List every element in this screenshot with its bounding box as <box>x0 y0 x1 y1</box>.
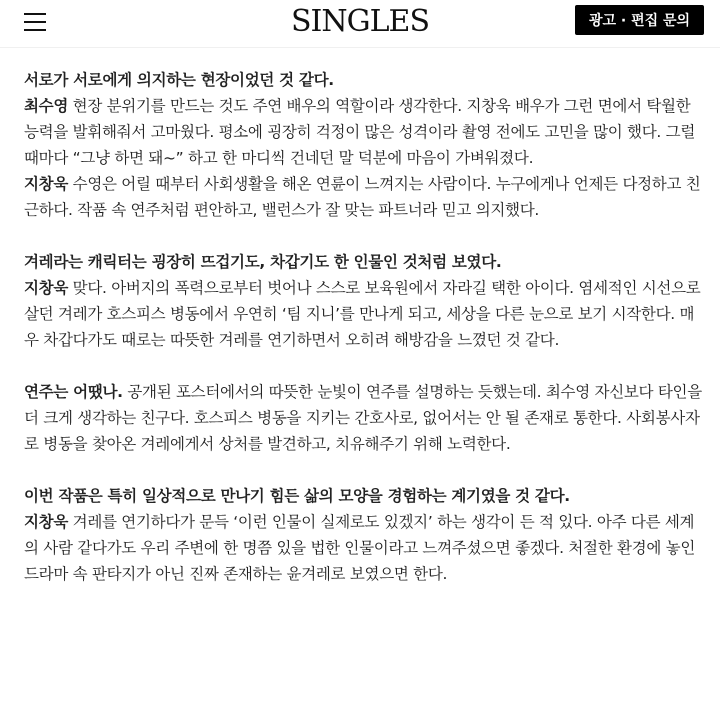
interview-answer <box>24 509 704 587</box>
answer-text: 겨레를 연기하다가 문득 ‘이런 인물이 실제로도 있겠지’ 하는 생각이 든 적 있다. 아주 다른 세계의 사람 같다가도 우리 주변에 한 명쯤 있을 법한 인물이라고 느껴주셨으면 좋겠다. 처절한 환경에 놓인 드라마 속 판타지가 아닌 진짜 존재하는 윤겨레로 보였으면 한다. <box>24 513 696 583</box>
interview-question: 서로가 서로에게 의지하는 현장이었던 것 같다. <box>24 71 334 89</box>
header-divider <box>0 47 720 48</box>
interview-question-inline <box>24 379 704 457</box>
speaker-name: 지창욱 <box>24 513 69 531</box>
speaker-name: 지창욱 <box>24 279 69 297</box>
ad-edit-inquiry-button[interactable]: 광고 · 편집 문의 <box>575 5 704 35</box>
interview-answer <box>24 275 704 353</box>
interview-question: 이번 작품은 특히 일상적으로 만나기 힘든 삶의 모양을 경험하는 계기였을 것 같다. <box>24 487 570 505</box>
answer-text: 현장 분위기를 만드는 것도 주연 배우의 역할이라 생각한다. 지창욱 배우가 그런 면에서 탁월한 능력을 발휘해줘서 고마웠다. 평소에 굉장히 걱정이 많은 성격이라 촬영 전에도 고민을 많이 했다. 그럴 때마다 “그냥 하면 돼~” 하고 한 마디씩 건네던 말 덕분에 마음이 가벼워졌다. <box>24 97 696 167</box>
question-lead: 연주는 어땠나. <box>24 383 123 401</box>
speaker-name: 최수영 <box>24 97 69 115</box>
answer-text: 맞다. 아버지의 폭력으로부터 벗어나 스스로 보육원에서 자라길 택한 아이다. 염세적인 시선으로 살던 겨레가 호스피스 병동에서 우연히 ‘팀 지니’를 만나게 되고, 세상을 다른 눈으로 보기 시작한다. 매우 차갑다가도 때로는 따뜻한 겨레를 연기하면서 오히려 해방감을 느꼈던 것 같다. <box>24 279 701 349</box>
answer-text: 공개된 포스터에서의 따뜻한 눈빛이 연주를 설명하는 듯했는데. 최수영 자신보다 타인을 더 크게 생각하는 친구다. 호스피스 병동을 지키는 간호사로, 없어서는 안 될 존재로 통한다. 사회봉사자로 병동을 찾아온 겨레에게서 상처를 발견하고, 치유해주기 위해 노력한다. <box>24 383 702 453</box>
site-logo[interactable]: SINGLES <box>291 4 429 39</box>
site-header <box>0 0 720 48</box>
speaker-name: 지창욱 <box>24 175 69 193</box>
article-body <box>24 67 704 587</box>
interview-answer <box>24 171 704 223</box>
interview-answer <box>24 93 704 171</box>
interview-question: 겨레라는 캐릭터는 굉장히 뜨겁기도, 차갑기도 한 인물인 것처럼 보였다. <box>24 253 502 271</box>
answer-text: 수영은 어릴 때부터 사회생활을 해온 연륜이 느껴지는 사람이다. 누구에게나 언제든 다정하고 친근하다. 작품 속 연주처럼 편안하고, 밸런스가 잘 맞는 파트너라 믿고 의지했다. <box>24 175 701 219</box>
